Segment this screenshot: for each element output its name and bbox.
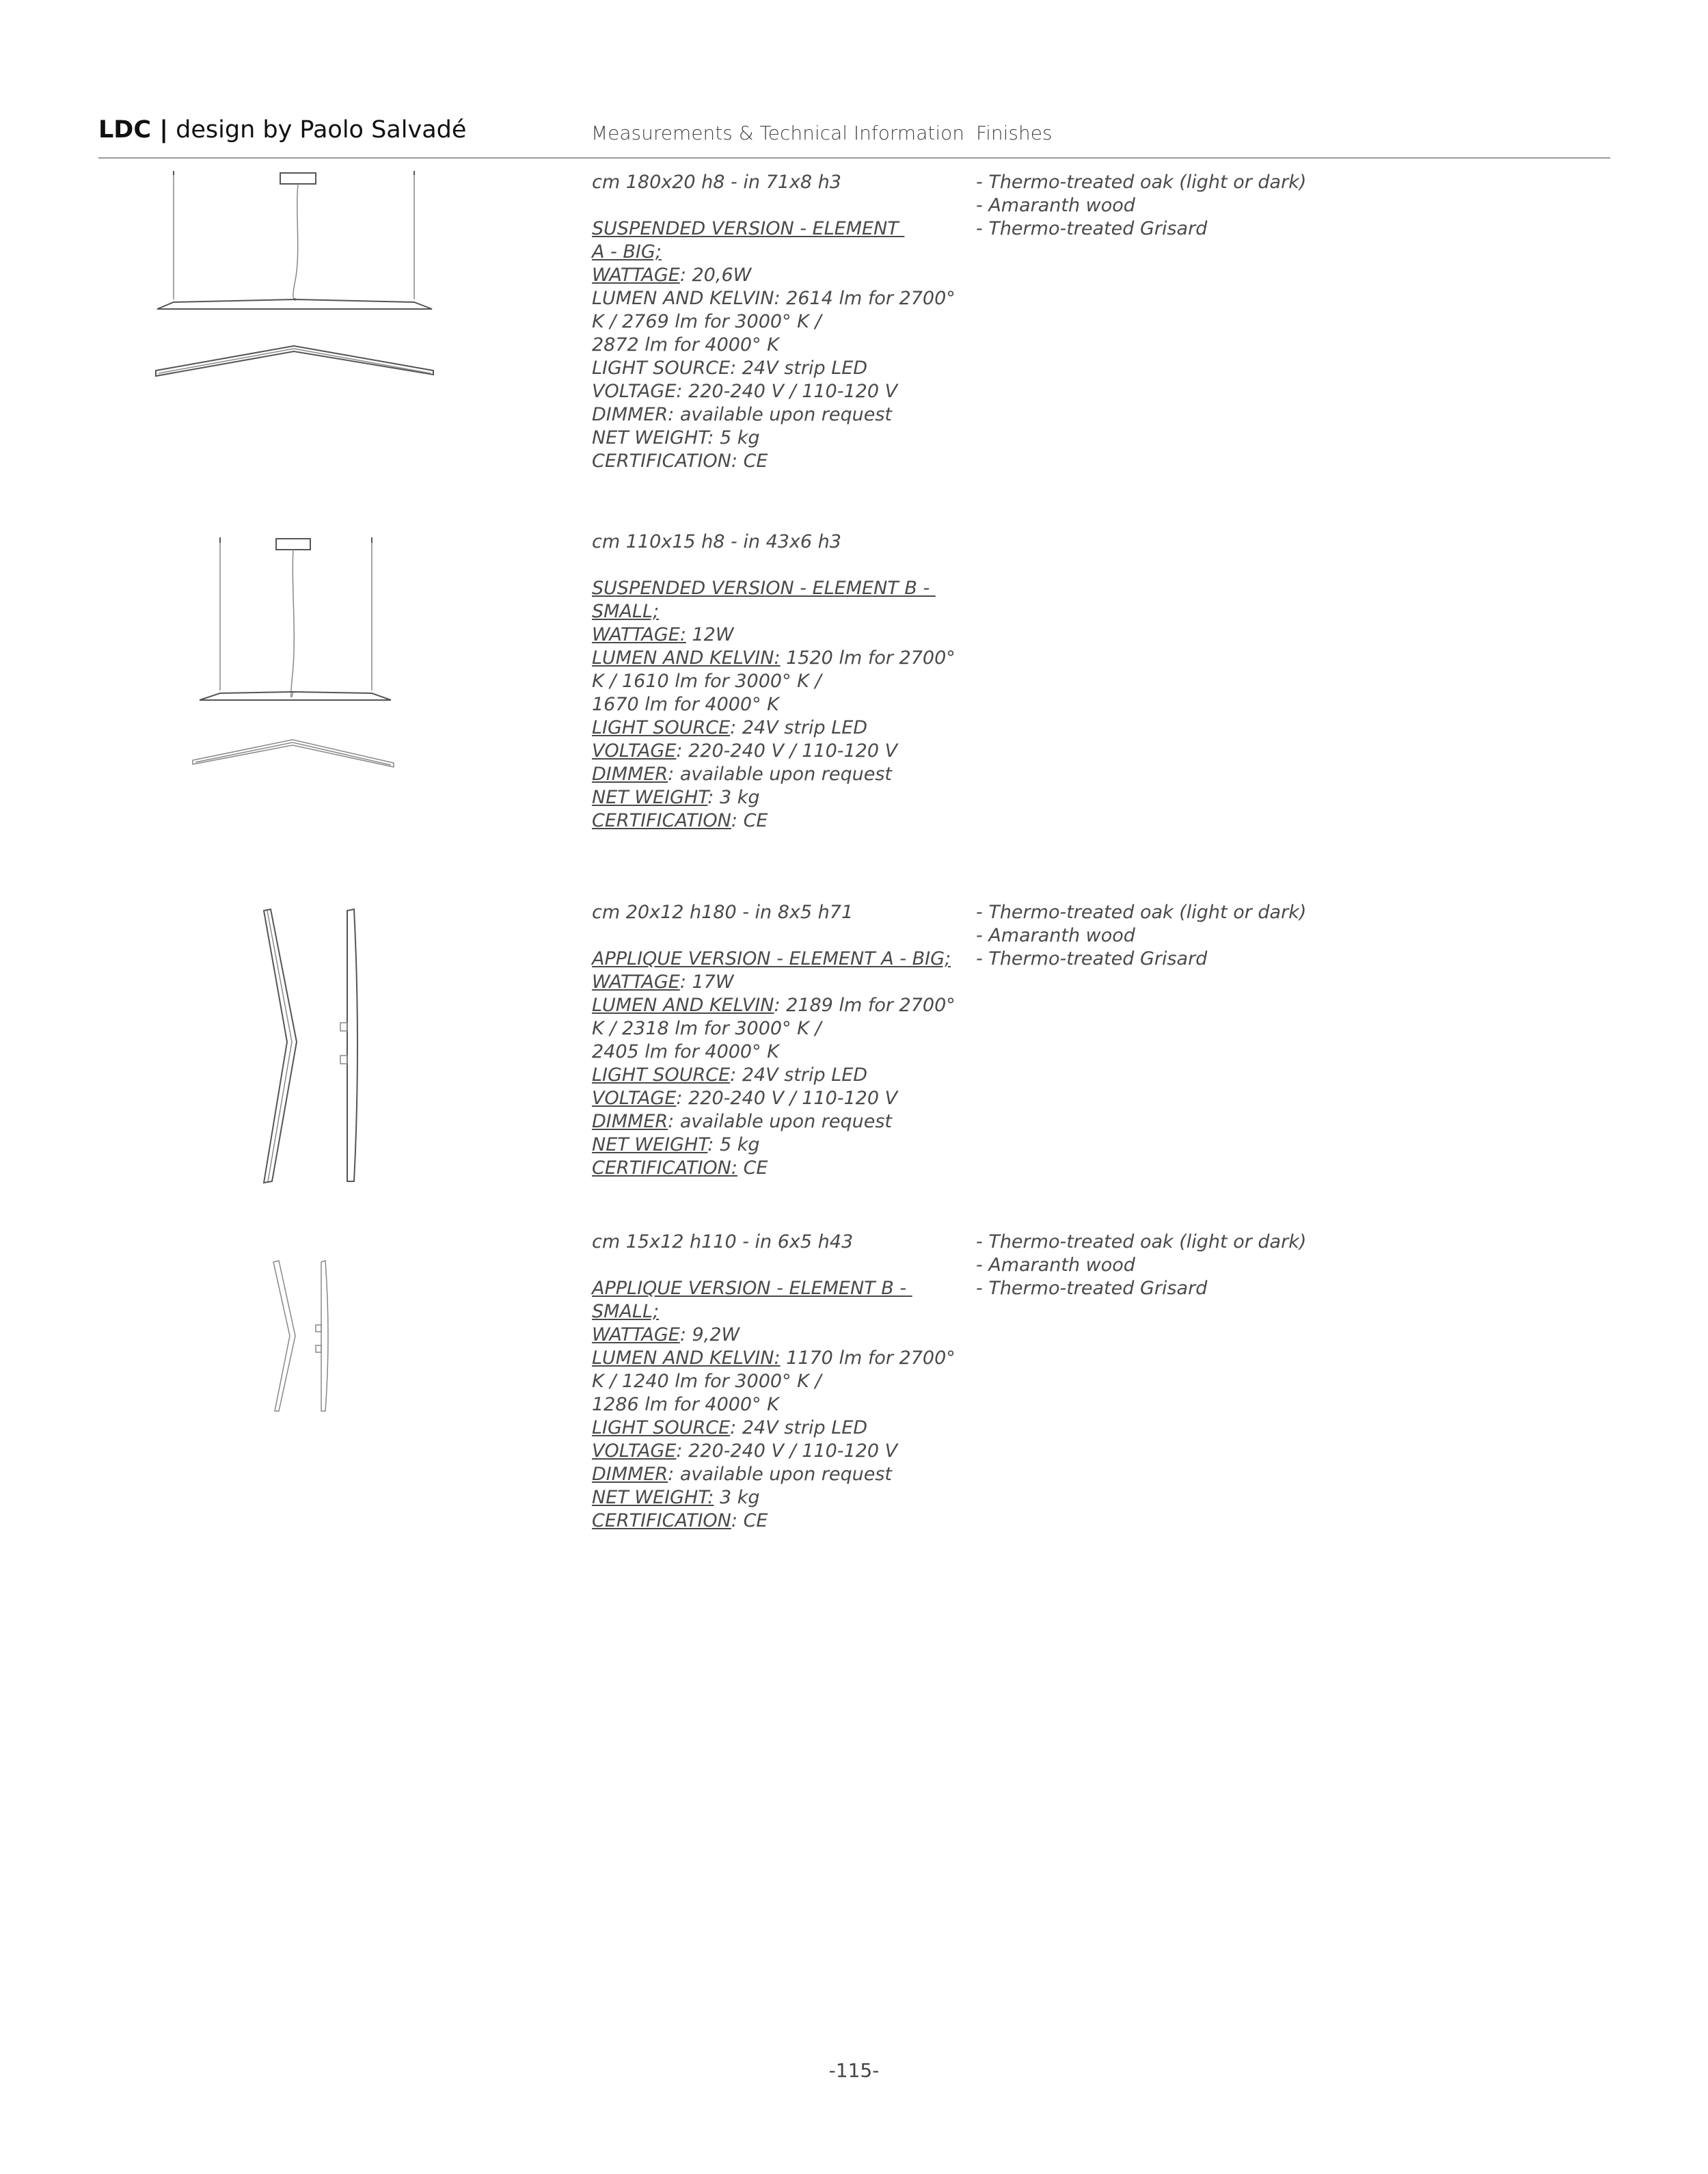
product-title-line1: SUSPENDED VERSION - ELEMENT B - — [592, 578, 936, 599]
applique-big-drawing — [258, 908, 368, 1188]
lamp-body-front — [200, 692, 391, 700]
finishes-suspended-big — [976, 171, 1306, 241]
specs-applique-big — [592, 901, 955, 1180]
dimmer-value: : available upon request — [668, 1464, 892, 1485]
dimmer: DIMMER: available upon request — [592, 404, 892, 425]
lumen-value-3: 1286 lm for 4000° K — [592, 1394, 779, 1415]
lumen-value-2: K / 2769 lm for 3000° K / — [592, 311, 822, 332]
lumen-value-2: K / 1240 lm for 3000° K / — [592, 1371, 822, 1392]
dimensions: cm 20x12 h180 - in 8x5 h71 — [592, 902, 854, 923]
wall-bracket-lower — [316, 1345, 321, 1352]
wattage-value: : 9,2W — [679, 1324, 740, 1345]
product-title-line1: APPLIQUE VERSION - ELEMENT B - — [592, 1278, 912, 1299]
specs-applique-small — [592, 1231, 955, 1533]
specs-suspended-small — [592, 531, 955, 833]
wattage-value: 12W — [686, 624, 734, 645]
certification-value: : CE — [731, 1510, 768, 1531]
lumen-label: LUMEN AND KELVIN: — [592, 647, 781, 669]
lumen-label: LUMEN AND KELVIN — [592, 288, 774, 309]
dimensions: cm 110x15 h8 - in 43x6 h3 — [592, 531, 841, 552]
measurements-column-heading: Measurements & Technical Information — [591, 122, 964, 144]
finishes-applique-small — [976, 1231, 1306, 1300]
lumen-label: LUMEN AND KELVIN — [592, 995, 774, 1016]
page-title — [98, 116, 466, 144]
net-weight: NET WEIGHT: 5 kg — [592, 427, 760, 448]
designer-credit: design by Paolo Salvadé — [168, 116, 467, 144]
certification: CERTIFICATION: CE — [592, 451, 768, 472]
power-cable — [293, 184, 298, 301]
lumen-value-3: 1670 lm for 4000° K — [592, 694, 779, 715]
voltage-value: : 220-240 V / 110-120 V — [676, 1440, 898, 1462]
page-number: -115- — [828, 2059, 880, 2082]
lumen-value-1: : 2189 lm for 2700° — [774, 995, 955, 1016]
brand-name: LDC | — [98, 116, 169, 144]
wall-bracket-upper — [316, 1325, 321, 1332]
net-weight-value: : 3 kg — [707, 787, 760, 808]
lamp-side-view — [347, 909, 357, 1181]
net-weight-value: 3 kg — [714, 1487, 760, 1508]
specs-suspended-big — [592, 171, 955, 473]
power-cable — [291, 550, 295, 697]
light-source-label: LIGHT SOURCE — [592, 1064, 731, 1086]
finishes-applique-big — [976, 901, 1306, 971]
lamp-body-perspective — [193, 740, 394, 767]
dimmer-label: DIMMER — [592, 1111, 668, 1132]
wattage-label: WATTAGE — [592, 971, 680, 993]
page-header — [98, 115, 1610, 159]
dimmer-label: DIMMER — [592, 1464, 668, 1485]
lamp-front-view — [273, 1261, 295, 1411]
lumen-value-2: K / 2318 lm for 3000° K / — [592, 1018, 822, 1039]
wall-bracket-lower — [340, 1056, 347, 1064]
lamp-body-front — [157, 299, 432, 309]
dimmer-label: DIMMER — [592, 764, 668, 785]
finish-item: - Thermo-treated oak (light or dark) — [976, 1231, 1307, 1252]
wattage-value: : 17W — [679, 971, 734, 993]
light-source-label: LIGHT SOURCE — [592, 717, 731, 738]
lamp-front-view — [264, 909, 297, 1183]
net-weight-label: NET WEIGHT — [592, 1134, 708, 1155]
product-title-line1: APPLIQUE VERSION - ELEMENT A - BIG; — [592, 948, 951, 969]
voltage-value: : 220-240 V / 110-120 V — [676, 1088, 898, 1109]
product-title-line1: SUSPENDED VERSION - ELEMENT — [592, 218, 905, 239]
product-title-line2: SMALL; — [592, 601, 660, 622]
net-weight-label: NET WEIGHT — [592, 787, 708, 808]
lumen-value-1: : 2614 lm for 2700° — [774, 288, 955, 309]
finish-item: - Thermo-treated oak (light or dark) — [976, 172, 1307, 193]
finish-item: - Amaranth wood — [976, 1254, 1135, 1276]
dimmer-value: : available upon request — [668, 1111, 892, 1132]
certification-value: CE — [737, 1157, 768, 1179]
lumen-value-1: 1520 lm for 2700° — [780, 647, 955, 669]
light-source: LIGHT SOURCE: 24V strip LED — [592, 358, 868, 379]
lumen-label: LUMEN AND KELVIN: — [592, 1347, 781, 1369]
finish-item: - Thermo-treated oak (light or dark) — [976, 902, 1307, 923]
dimmer-value: : available upon request — [668, 764, 892, 785]
voltage-label: VOLTAGE — [592, 1440, 677, 1462]
dimensions: cm 180x20 h8 - in 71x8 h3 — [592, 172, 841, 193]
dimensions: cm 15x12 h110 - in 6x5 h43 — [592, 1231, 854, 1252]
lamp-side-view — [321, 1261, 328, 1411]
certification-label: CERTIFICATION — [592, 1510, 731, 1531]
wattage-label: WATTAGE — [592, 265, 680, 286]
suspended-big-drawing — [150, 171, 437, 383]
net-weight-value: : 5 kg — [707, 1134, 760, 1155]
voltage-label: VOLTAGE — [592, 740, 677, 762]
lumen-value-3: 2872 lm for 4000° K — [592, 334, 779, 355]
finish-item: - Amaranth wood — [976, 195, 1135, 216]
certification-label: CERTIFICATION: — [592, 1157, 737, 1179]
canopy-shape — [276, 539, 310, 550]
voltage-value: : 220-240 V / 110-120 V — [676, 740, 898, 762]
lumen-value-2: K / 1610 lm for 3000° K / — [592, 671, 822, 692]
certification-label: CERTIFICATION — [592, 810, 731, 831]
lamp-body-perspective — [156, 346, 433, 376]
net-weight-label: NET WEIGHT: — [592, 1487, 714, 1508]
product-title-line2: A - BIG; — [592, 241, 662, 263]
lumen-value-1: 1170 lm for 2700° — [780, 1347, 955, 1369]
voltage: VOLTAGE: 220-240 V / 110-120 V — [592, 381, 898, 402]
finish-item: - Thermo-treated Grisard — [976, 218, 1208, 239]
suspended-small-drawing — [190, 537, 402, 783]
canopy-shape — [280, 173, 316, 184]
certification-value: : CE — [731, 810, 768, 831]
applique-small-drawing — [272, 1259, 340, 1417]
light-source-label: LIGHT SOURCE — [592, 1417, 731, 1438]
finish-item: - Thermo-treated Grisard — [976, 948, 1208, 969]
light-source-value: : 24V strip LED — [730, 1417, 868, 1438]
finish-item: - Thermo-treated Grisard — [976, 1278, 1208, 1299]
finishes-column-heading: Finishes — [976, 122, 1053, 144]
voltage-label: VOLTAGE — [592, 1088, 677, 1109]
finish-item: - Amaranth wood — [976, 925, 1135, 946]
light-source-value: : 24V strip LED — [730, 1064, 868, 1086]
wattage-label: WATTAGE: — [592, 624, 686, 645]
lumen-value-3: 2405 lm for 4000° K — [592, 1041, 779, 1062]
wattage-label: WATTAGE — [592, 1324, 680, 1345]
light-source-value: : 24V strip LED — [730, 717, 868, 738]
wall-bracket-upper — [340, 1023, 347, 1031]
wattage-value: : 20,6W — [679, 265, 752, 286]
product-title-line2: SMALL; — [592, 1301, 660, 1322]
